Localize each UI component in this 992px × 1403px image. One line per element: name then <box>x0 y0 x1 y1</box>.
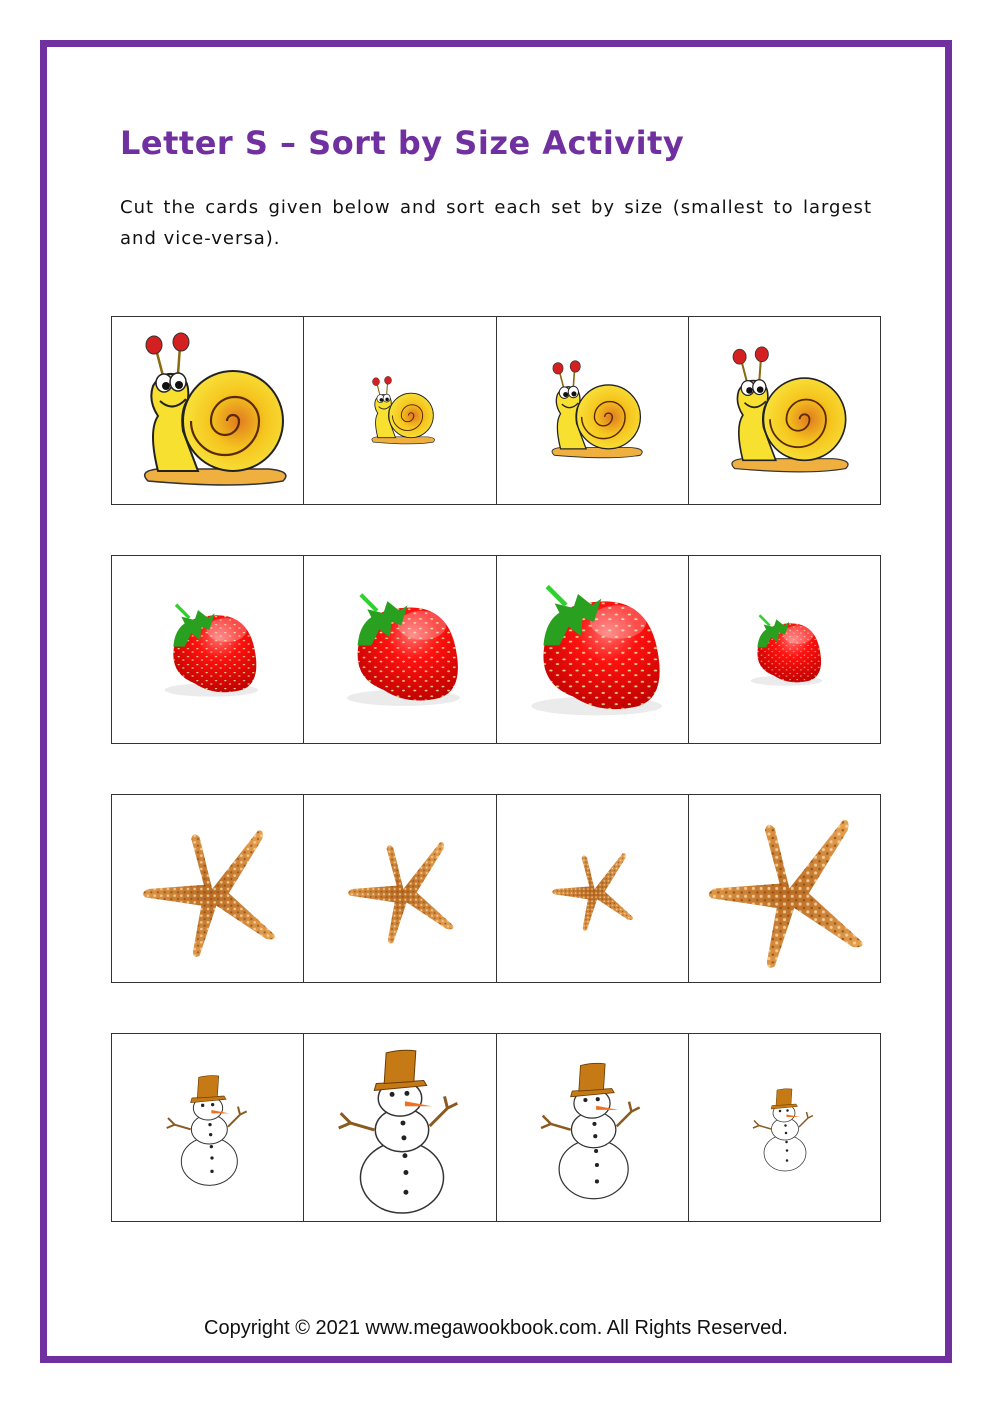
card-row-strawberry <box>111 555 881 744</box>
card-row-snowman <box>111 1033 881 1222</box>
snail-icon <box>360 371 440 451</box>
card <box>689 795 880 982</box>
strawberry-icon <box>738 604 830 696</box>
page-title: Letter S – Sort by Size Activity <box>120 124 685 162</box>
instructions-text: Cut the cards given below and sort each set by size (smallest to largest and vice-versa). <box>120 197 872 249</box>
card <box>304 556 496 743</box>
snail-icon <box>118 321 298 501</box>
snowman-icon <box>518 1054 666 1202</box>
starfish-icon <box>697 801 872 976</box>
strawberry-icon <box>327 577 472 722</box>
card <box>112 556 304 743</box>
snail-icon <box>535 353 650 468</box>
card-row-starfish <box>111 794 881 983</box>
starfish-icon <box>340 829 460 949</box>
card <box>304 317 496 504</box>
starfish-icon <box>546 843 638 935</box>
card <box>689 556 880 743</box>
card <box>112 795 304 982</box>
copyright-footer: Copyright © 2021 www.megawookbook.com. All Rights Reserved. <box>204 1317 788 1339</box>
card <box>497 556 689 743</box>
strawberry-icon <box>148 590 268 710</box>
card <box>112 1034 304 1221</box>
card <box>304 1034 496 1221</box>
card-row-snail <box>111 316 881 505</box>
card <box>112 317 304 504</box>
snowman-icon <box>311 1039 489 1217</box>
card <box>497 317 689 504</box>
card <box>689 1034 880 1221</box>
starfish-icon <box>133 814 283 964</box>
card <box>304 795 496 982</box>
card <box>497 1034 689 1221</box>
strawberry-icon <box>508 566 676 734</box>
card <box>689 317 880 504</box>
snowman-icon <box>739 1083 829 1173</box>
snowman-icon <box>148 1068 268 1188</box>
card <box>497 795 689 982</box>
snail-icon <box>710 337 858 485</box>
